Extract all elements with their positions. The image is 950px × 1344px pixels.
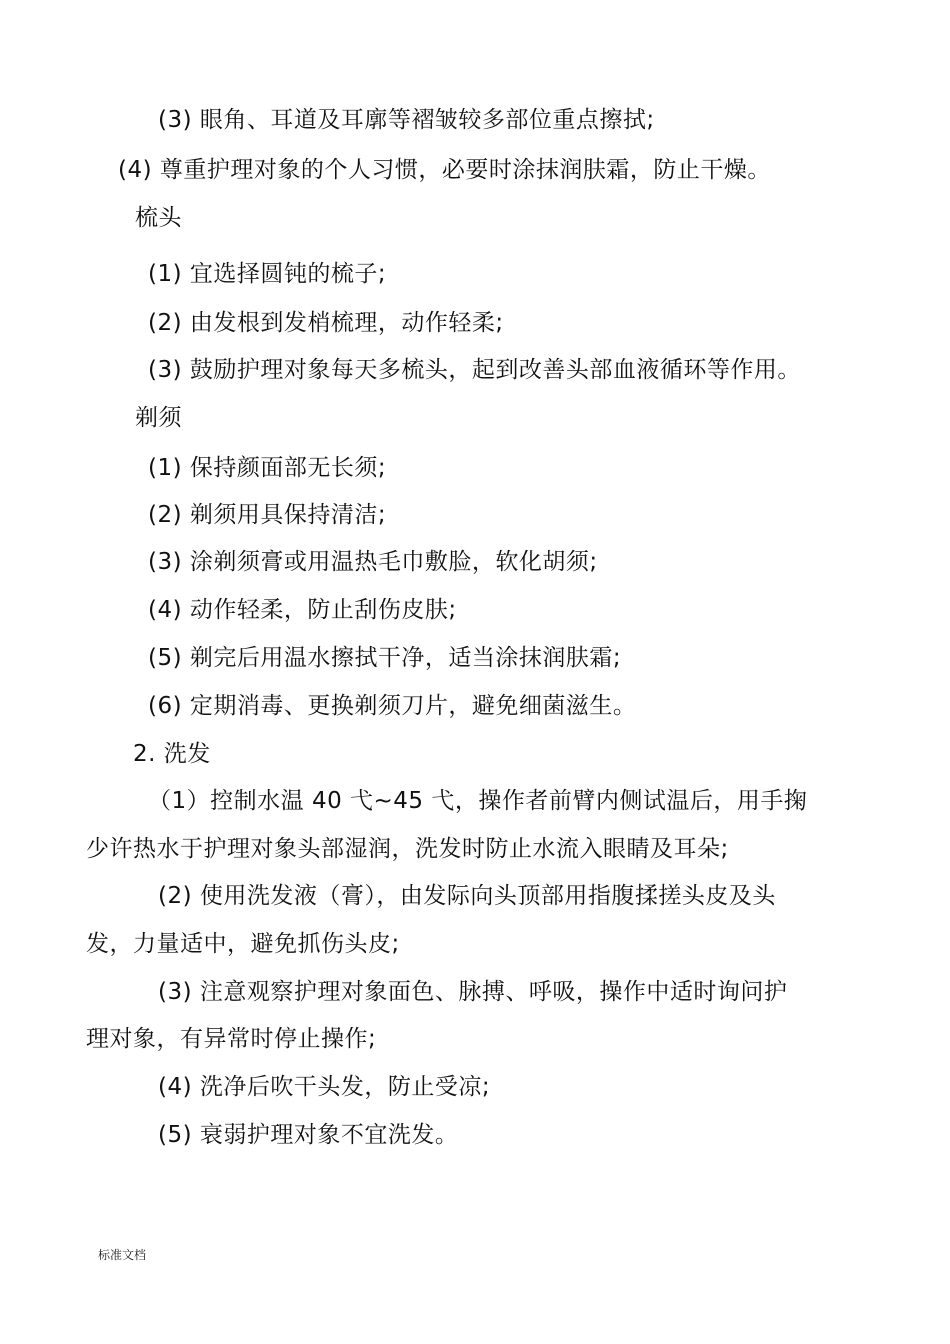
text-line: 少许热水于护理对象头部湿润，洗发时防止水流入眼睛及耳朵; (86, 836, 729, 862)
text-line: (1) 保持颜面部无长须; (148, 455, 387, 481)
text-line: (3) 注意观察护理对象面色、脉搏、呼吸，操作中适时询问护 (158, 979, 788, 1005)
text-line: 发，力量适中，避免抓伤头皮; (86, 931, 400, 957)
text-line: (2) 剃须用具保持清洁; (148, 502, 387, 528)
text-line: 理对象，有异常时停止操作; (86, 1026, 377, 1052)
section-heading: 2. 洗发 (133, 741, 211, 767)
text-line: (4) 洗净后吹干头发，防止受凉; (158, 1074, 491, 1100)
text-line: (3) 鼓励护理对象每天多梳头，起到改善头部血液循环等作用。 (148, 357, 801, 383)
text-line: (4) 动作轻柔，防止刮伤皮肤; (148, 597, 457, 623)
text-line: (4) 尊重护理对象的个人习惯，必要时涂抹润肤霜，防止干燥。 (118, 157, 771, 183)
text-line: (3) 眼角、耳道及耳廓等褶皱较多部位重点擦拭; (158, 107, 655, 133)
text-line: (1) 宜选择圆钝的梳子; (148, 261, 387, 287)
text-line: (2) 使用洗发液（膏），由发际向头顶部用指腹揉搓头皮及头 (158, 883, 776, 909)
text-line: (3) 涂剃须膏或用温热毛巾敷脸，软化胡须; (148, 549, 598, 575)
text-line: (5) 剃完后用温水擦拭干净，适当涂抹润肤霜; (148, 645, 622, 671)
text-line: (5) 衰弱护理对象不宜洗发。 (158, 1122, 459, 1148)
page-footer: 标准文档 (98, 1248, 147, 1262)
text-line: (6) 定期消毒、更换剃须刀片，避免细菌滋生。 (148, 693, 637, 719)
section-heading: 梳头 (135, 205, 182, 231)
section-heading: 剃须 (135, 405, 182, 431)
text-line: （1）控制水温 40 弋~45 弋，操作者前臂内侧试温后，用手掬 (148, 788, 808, 814)
text-line: (2) 由发根到发梢梳理，动作轻柔; (148, 310, 504, 336)
